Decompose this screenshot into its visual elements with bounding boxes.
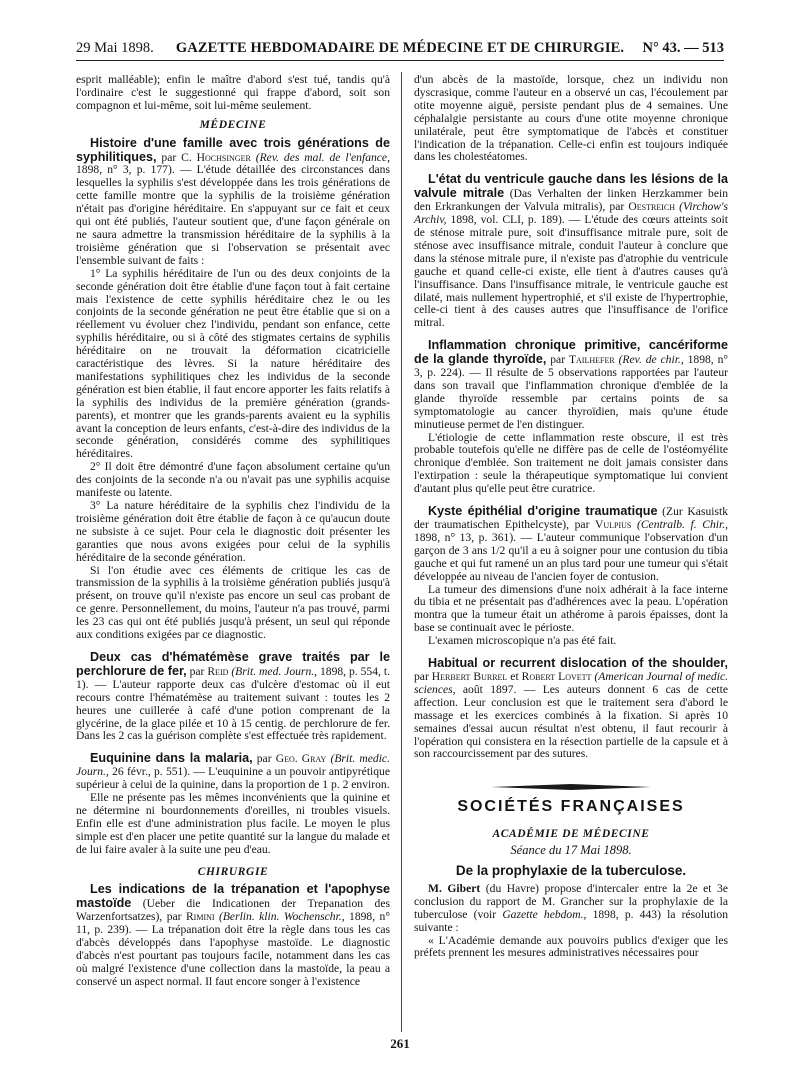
article-author: Oestreich bbox=[628, 200, 675, 214]
paragraph: 3° La nature héréditaire de la syphilis chez l'individu de la troisième génération doit être établie de façon à ce qu'aucun doute ne subsiste à ce sujet. Pour cela le diagnostic doit présenter les garanties que nous avons exigées pour celui de la syphilis héréditaire de la seconde génération. bbox=[76, 499, 390, 564]
article-text: 1898, n° 13, p. 361). — L'auteur communique l'observation d'un garçon de 3 ans 1/2 qu'il a eu à soigner pour une contusion du tibia gauche et qui fut ramené un an plus tard pour une tumeur qui s'était développée au niveau de l'ancien foyer de contusion. bbox=[414, 530, 728, 583]
article-text: 26 févr., p. 551). — L'euquinine a un pouvoir antipyrétique supérieur à celui de la quinine, dans la proportion de 1 p. 2 environ. bbox=[76, 765, 390, 792]
article-text: 1898, n° 3, p. 224). — Il résulte de 5 observations rapportées par l'auteur dans son travail que l'inflammation chronique d'emblée de la glande thyroïde ressemble par certains points de sa symptomatologie au cancer thyroïdien, mais qu'une étude minutieuse permet de l'en distinguer. bbox=[414, 353, 728, 431]
article-title: Kyste épithélial d'origine traumatique bbox=[428, 504, 658, 519]
seance-date: Séance du 17 Mai 1898. bbox=[510, 843, 632, 858]
article-reference: (Virchow's Archiv, bbox=[414, 200, 729, 227]
ornamental-rule bbox=[414, 783, 728, 791]
article-reference: (Berlin. klin. Wochenschr., bbox=[214, 910, 345, 924]
article-trepanation: Les indications de la trépanation et l'apophyse mastoïde (Ueber die Indicationen der Trepanation des Warzenfortsatzes), par Rimini (Berlin. klin. Wochenschr., 1898, n° 11, p. 239). — La trépanation doit être la règle dans tous les cas d'abcès développés dans l'apophyse mastoïde. Le diagnostic d'abcès n'est pourtant pas toujours facile, notamment dans les cas où malgré l'existence d'une collection dans la mastoïde, la peau a conservé un aspect normal. Il faut encore songer à l'existence bbox=[76, 882, 390, 988]
article-thyroide: Inflammation chronique primitive, cancériforme de la glande thyroïde, par Tailhefer (Rev. de chir., 1898, n° 3, p. 224). — Il résulte de 5 observations rapportées par l'auteur dans son travail que l'inflammation chronique d'emblée de la glande thyroïde ressemble par certains points de sa symptomatologie au cancer thyroïdien, mais qu'une étude minutieuse permet de l'en distinguer. bbox=[414, 338, 728, 431]
article-author: Hochsinger bbox=[196, 150, 251, 164]
paragraph: La tumeur des dimensions d'une noix adhérait à la face interne du tibia et ne présentait pas d'adhérences avec la peau. L'opération montra que la tumeur était un athérome à parois épaisses, dont la base se continuait avec le périoste. bbox=[414, 582, 728, 635]
paragraph: 2° Il doit être démontré d'une façon absolument certaine qu'un des conjoints de la seconde n'a ou n'avait pas une syphilis acquise manifeste ou latente. bbox=[76, 460, 390, 500]
article-reference: (Brit. medic. Journ., bbox=[76, 752, 390, 779]
article-title: L'état du ventricule gauche dans les lésions de la valvule mitrale bbox=[414, 172, 728, 201]
article-title: Histoire d'une famille avec trois générations de syphilitiques, bbox=[76, 135, 390, 164]
article-title: Inflammation chronique primitive, cancériforme de la glande thyroïde, bbox=[414, 338, 728, 367]
header-issue-page: N° 43. — 513 bbox=[642, 40, 724, 56]
article-reference: (Brit. med. Journ., bbox=[228, 664, 318, 678]
header-journal-title: GAZETTE HEBDOMADAIRE DE MÉDECINE ET DE CHIRURGIE. bbox=[175, 40, 625, 56]
section-heading-chirurgie: CHIRURGIE bbox=[197, 865, 269, 878]
paragraph: L'examen microscopique n'a pas été fait. bbox=[428, 634, 617, 648]
article-text: août 1897. — Les auteurs donnent 6 cas de cette affection. Leur conclusion est que le traitement sera d'abord le massage et les exercices combinés à la fixation. Si après 10 semaines d'essai aucun résultat n'est obtenu, il faut recourir à l'opération qui consistera en la résection partielle de la capsule et à son raccourcissement par des sutures. bbox=[414, 682, 728, 761]
section-heading-medecine: MÉDECINE bbox=[199, 118, 267, 131]
article-shoulder: Habitual or recurrent dislocation of the shoulder, par Herbert Burrel et Robert Lovett (American Journal of medic. sciences, août 1897. — Les auteurs donnent 6 cas de cette affection. Leur conclusion est que le traitement sera d'abord le massage et les exercices combinés à la fixation. Si après 10 semaines d'essai aucun résultat n'est obtenu, il faut recourir à l'opération qui consistera en la résection partielle de la capsule et à son raccourcissement par des sutures. bbox=[414, 656, 728, 761]
paragraph: L'étiologie de cette inflammation reste obscure, il est très probable toutefois qu'elle ne diffère pas de celle de l'ostéomyélite chronique d'emblée. Son traitement ne doit jamais consister dans l'extirpation : seule la thérapeutique symptomatique lui convient d'autant plus qu'elle peut être curatrice. bbox=[414, 430, 728, 496]
article-author: Tailhefer bbox=[568, 353, 615, 367]
paragraph: 1° La syphilis héréditaire de l'un ou des deux conjoints de la seconde génération doit être établie d'une façon tout à fait certaine mais l'existence de cette syphilis héréditaire chez le ou les conjoints de la seconde génération ne peut être établie que si on a réellement vu évoluer chez l'individu, pendant son enfance, cette syphilis héréditaire, ou si à côté des stigmates certains de syphilis héréditaire on ne trouvait la déformation cicatricielle caractéristique des lèvres. Si la nature héréditaire des manifestations syphilitiques chez les individus de la seconde génération est bien établie, il faut encore apporter les faits relatifs à la syphilis des individus de la première génération (grands-parents), et montrer que les grands-parents avaient eu la syphilis avant la conception de leurs enfants, c'est-à-dire des individus de la seconde génération, considérés comme des syphilitiques héréditaires. bbox=[76, 266, 390, 461]
speaker-name: M. Gibert bbox=[428, 881, 481, 895]
paragraph: Si l'on étudie avec ces éléments de critique les cas de transmission de la syphilis à la troisième génération publiés jusqu'à présent, on trouve qu'il n'existe pas encore un seul cas probant de ce genre. Personnellement, du moins, l'auteur n'a pas trouvé, parmi les 23 cas qui ont été publiés jusqu'à présent, un seul qui réponde aux conditions exigées par ce diagnostic. bbox=[76, 563, 390, 642]
article-text: 1898, n° 11, p. 239). — La trépanation doit être la règle dans tous les cas d'abcès développés dans l'apophyse mastoïde. Le diagnostic d'abcès n'est pourtant pas toujours facile, notamment dans les cas où malgré l'existence d'une collection dans la mastoïde, la peau a conservé un aspect normal. Il faut encore songer à l'existence bbox=[76, 910, 390, 988]
running-header bbox=[76, 38, 724, 61]
article-text: 1898, n° 3, p. 177). — L'étude détaillée des circonstances dans lesquelles la syphilis s'est développée dans les trois générations de cette famille montre que la syphilis de la troisième génération n'était pas d'origine héréditaire. En s'appuyant sur ce fait et ceux qui ont été publiés, l'auteur soutient que, d'une façon générale on ne saura admettre la transmission héréditaire de la syphilis à la troisième génération que si l'observation se présentait avec l'ensemble suivant de faits : bbox=[76, 163, 390, 267]
continued-paragraph: d'un abcès de la mastoïde, lorsque, chez un individu non dyscrasique, comme l'auteur en a observé un cas, l'écoulement par otite moyenne aiguë, persiste pendant plus de 4 semaines. Une céphalalgie persistante au cours d'une otite moyenne chronique unilatérale, peut être symptomatique de l'abcès et constituer l'indication de la trépanation. Celle-ci enfin est toujours indiquée dans les cholestéatomes. bbox=[414, 73, 728, 164]
right-column bbox=[414, 74, 728, 960]
article-reference: (Centralb. f. Chir., bbox=[631, 518, 728, 531]
left-column bbox=[76, 74, 390, 989]
subsection-title: De la prophylaxie de la tuberculose. bbox=[455, 863, 687, 879]
article-reference: (American Journal of medic. sciences, bbox=[414, 669, 728, 696]
article-author: Herbert Burrel bbox=[431, 669, 508, 683]
ornament-icon bbox=[491, 783, 651, 791]
article-gibert: M. Gibert (du Havre) propose d'intercaler entre la 2e et 3e conclusion du rapport de M. Grancher sur la prophylaxie de la tuberculose (voir Gazette hebdom., 1898, p. 443) la résolution suivante : bbox=[414, 881, 728, 934]
article-author: Rimini bbox=[185, 910, 215, 924]
column-divider bbox=[401, 72, 402, 1032]
article-hematemese: Deux cas d'hématémèse grave traités par le perchlorure de fer, par Reid (Brit. med. Journ., 1898, p. 554, t. 1). — L'auteur rapporte deux cas d'ulcère d'estomac où il eut recours contre l'hématémèse au traitement suivant : toutes les 2 heures une cuillerée à café d'une potion comprenant de la glycérine, de la glace pilée et 10 à 15 centig. de perchlorure de fer. Dans les 2 cas la guérison complète s'est effectuée très rapidement. bbox=[76, 649, 390, 743]
article-title: Deux cas d'hématémèse grave traités par le perchlorure de fer, bbox=[76, 649, 390, 678]
academie-heading: ACADÉMIE DE MÉDECINE bbox=[492, 828, 650, 841]
article-euquinine: Euquinine dans la malaria, par Geo. Gray (Brit. medic. Journ., 26 févr., p. 551). — L'euquinine a un pouvoir antipyrétique supérieur à celui de la quinine, dans la proportion de 1 p. 2 environ. bbox=[76, 751, 390, 792]
article-title: Euquinine dans la malaria, bbox=[90, 751, 253, 766]
article-reference: Gazette hebdom., bbox=[502, 907, 587, 921]
article-author: Robert Lovett bbox=[521, 669, 592, 683]
article-reference: (Rev. des mal. de l'enfance, bbox=[250, 150, 390, 164]
article-author: Vulpius bbox=[595, 518, 632, 531]
header-date: 29 Mai 1898. bbox=[76, 40, 154, 56]
article-title: Les indications de la trépanation et l'apophyse mastoïde bbox=[76, 882, 390, 911]
paragraph: Elle ne présente pas les mêmes inconvénients que la quinine et ne détermine ni bourdonnements d'oreilles, ni troubles visuels. Enfin elle est d'une administration plus facile. Le moyen le plus simple est d'en placer une petite quantité sur la langue du malade et de lui faire avaler à la suite une peu d'eau. bbox=[76, 791, 390, 856]
article-author: Geo. Gray bbox=[275, 752, 327, 766]
intro-paragraph: esprit malléable); enfin le maître d'abord s'est tué, tandis qu'à l'ordinaire c'est le suggestionné qui frappe d'abord, soit son compagnon et lui-même, soit lui-même seulement. bbox=[76, 73, 390, 112]
article-text: 1898, p. 554, t. 1). — L'auteur rapporte deux cas d'ulcère d'estomac où il eut recours contre l'hématémèse au traitement suivant : toutes les 2 heures une cuillerée à café d'une potion comprenant de la glycérine, de la glace pilée et 10 à 15 centig. de perchlorure de fer. Dans les 2 cas la guérison complète s'est effectuée très rapidement. bbox=[76, 664, 390, 743]
article-text: 1898, vol. CLI, p. 189). — L'étude des cœurs atteints soit de sténose mitrale pure, soit d'insuffisance mitrale pure, soit de sténose avec insuffisance mitrale, conduit l'auteur à conclure que dans la sténose mitrale pure, il n'existe pas d'atrophie du ventricule gauche et quand celle-ci existe, elle tient à d'autres causes qu'à l'insuffisance. Dans l'insuffisance mitrale, le ventricule gauche est dilaté, mais nullement hypertrophié, et s'il existe de l'hypertrophie, celle-ci tient à des causes autres que l'insuffisance de l'orifice mitral. bbox=[414, 213, 728, 330]
article-ventricule: L'état du ventricule gauche dans les lésions de la valvule mitrale (Das Verhalten der linken Herzkammer bein den Erkrankungen der Valvula mitralis), par Oestreich (Virchow's Archiv, 1898, vol. CLI, p. 189). — L'étude des cœurs atteints soit de sténose mitrale pure, soit d'insuffisance mitrale pure, soit de sténose avec insuffisance mitrale, conduit l'auteur à conclure que dans la sténose mitrale pure, il n'existe pas d'atrophie du ventricule gauche et quand celle-ci existe, elle tient à d'autres causes qu'à l'insuffisance. Dans l'insuffisance mitrale, le ventricule gauche est dilaté, mais nullement hypertrophié, et s'il existe de l'hypertrophie, celle-ci tient à des causes autres que l'insuffisance de l'orifice mitral. bbox=[414, 172, 729, 330]
quote-paragraph: « L'Académie demande aux pouvoirs publics d'exiger que les préfets prennent les mesures administratives nécessaires pour bbox=[414, 933, 728, 960]
article-reference: (Rev. de chir., bbox=[614, 353, 684, 367]
page-number: 261 bbox=[390, 1036, 410, 1051]
article-title: Habitual or recurrent dislocation of the shoulder, bbox=[428, 656, 728, 671]
article-kyste: Kyste épithélial d'origine traumatique (Zur Kasuistk der traumatischen Epithelcyste), par Vulpius (Centralb. f. Chir., 1898, n° 13, p. 361). — L'auteur communique l'observation d'un garçon de 3 ans 1/2 qu'il a eu à soigner pour une contusion du tibia gauche et qui fut ramené un an plus tard pour une tumeur qui s'était développée au niveau de l'ancien foyer de contusion. bbox=[414, 504, 728, 583]
article-syphilis: Histoire d'une famille avec trois générations de syphilitiques, par C. Hochsinger (Rev. des mal. de l'enfance, 1898, n° 3, p. 177). — L'étude détaillée des circonstances dans lesquelles la syphilis s'est développée dans les trois générations de cette famille montre que la syphilis de la troisième génération n'était pas d'origine héréditaire. En s'appuyant sur ce fait et ceux qui ont été publiés, l'auteur soutient que, d'une façon générale on ne saura admettre la transmission héréditaire de la syphilis à la troisième génération que si l'observation se présentait avec l'ensemble suivant de faits : bbox=[76, 135, 390, 267]
article-author: Reid bbox=[207, 664, 229, 678]
section-heading-societes: SOCIÉTÉS FRANÇAISES bbox=[457, 798, 685, 816]
